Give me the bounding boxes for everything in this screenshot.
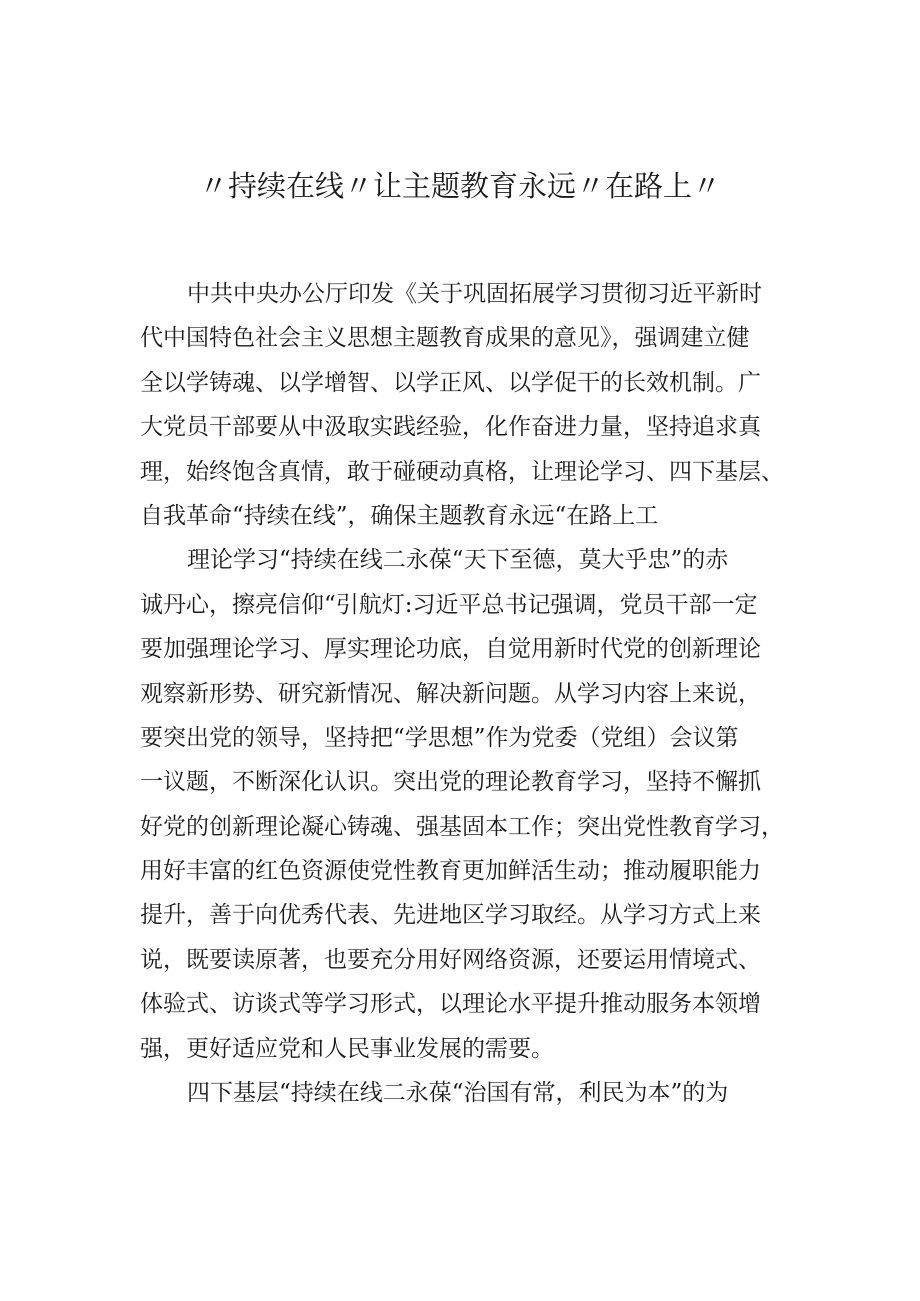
text-line: 自我革命“持续在线”，确保主题教育永远“在路上工 <box>140 502 659 529</box>
text-line: 要突出党的领导，坚持把“学思想”作为党委（党组）会议第 <box>140 724 739 751</box>
text-line: 强，更好适应党和人民事业发展的需要。 <box>140 1035 554 1062</box>
text-line: 理论学习“持续在线二永葆“天下至德，莫大乎忠”的赤 <box>187 547 729 574</box>
text-line: 好党的创新理论凝心铸魂、强基固本工作；突出党性教育学习， <box>140 813 784 840</box>
text-line: 代中国特色社会主义思想主题教育成果的意见》，强调建立健 <box>140 325 750 352</box>
text-line: 用好丰富的红色资源使党性教育更加鲜活生动；推动履职能力 <box>140 858 761 885</box>
text-line: 观察新形势、研究新情况、解决新问题。从学习内容上来说， <box>140 680 761 707</box>
text-line: 提升，善于向优秀代表、先进地区学习取经。从学习方式上来 <box>140 902 761 929</box>
text-line: 中共中央办公厅印发《关于巩固拓展学习贯彻习近平新时 <box>187 281 762 307</box>
text-line: 大党员干部要从中汲取实践经验，化作奋进力量，坚持追求真 <box>140 414 761 441</box>
text-line: 说，既要读原著，也要充分用好网络资源，还要运用情境式、 <box>140 946 761 973</box>
text-line: 理，始终饱含真情，敢于碰硬动真格，让理论学习、四下基层、 <box>140 458 784 485</box>
paragraph-1 <box>140 272 790 538</box>
text-line: 四下基层“持续在线二永葆“治国有常，利民为本”的为 <box>187 1080 729 1107</box>
paragraph-2 <box>140 538 790 1071</box>
text-line: 要加强理论学习、厚实理论功底，自觉用新时代党的创新理论 <box>140 636 761 663</box>
text-line: 体验式、访谈式等学习形式，以理论水平提升推动服务本领增 <box>140 991 761 1018</box>
document-body <box>140 272 790 1115</box>
document-title: 〃持续在线〃让主题教育永远〃在路上〃 <box>198 169 721 203</box>
text-line: 全以学铸魂、以学增智、以学正风、以学促干的长效机制。广 <box>140 369 761 396</box>
text-line: 一议题，不断深化认识。突出党的理论教育学习，坚持不懈抓 <box>140 769 761 796</box>
paragraph-3 <box>140 1071 790 1115</box>
text-line: 诚丹心，擦亮信仰“引航灯:习近平总书记强调，党员干部一定 <box>140 591 758 618</box>
